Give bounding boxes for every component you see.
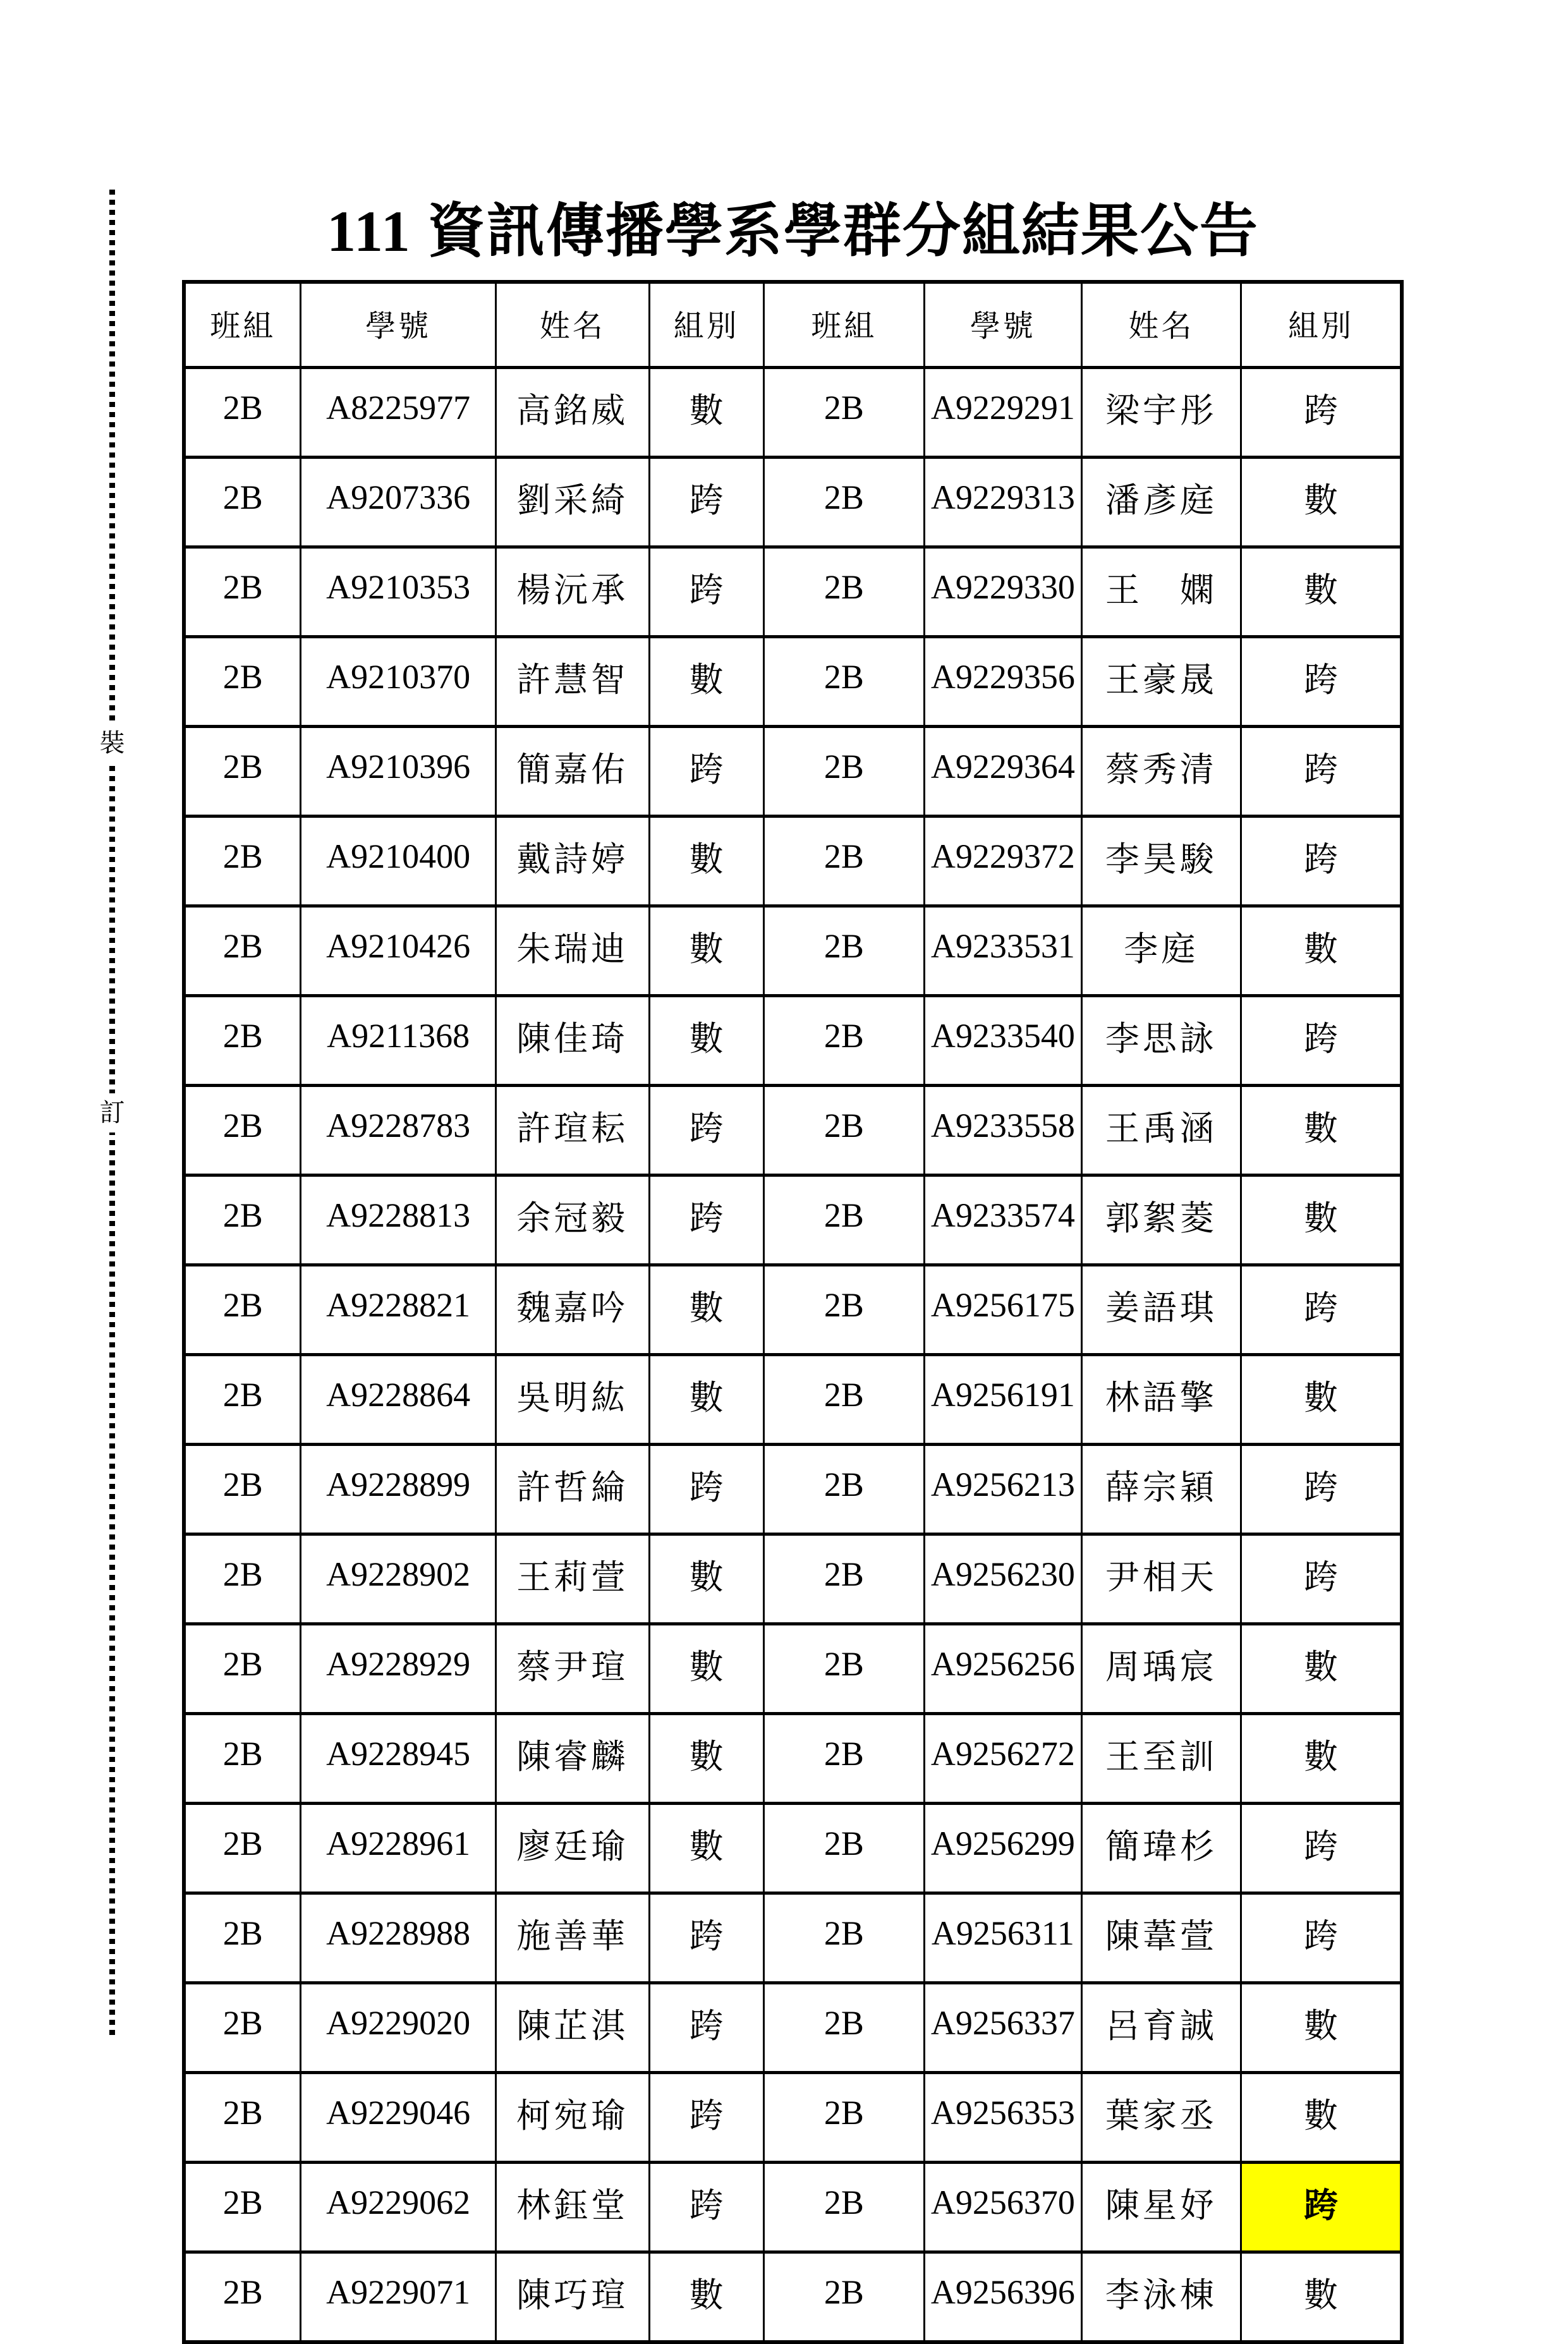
cell-group: 數 bbox=[649, 1355, 763, 1445]
cell-class-group: 2B bbox=[184, 1804, 301, 1893]
cell-name: 王 嫻 bbox=[1081, 547, 1241, 637]
cell-student-id: A9233540 bbox=[925, 996, 1082, 1086]
cell-class-group: 2B bbox=[763, 458, 924, 547]
table-row bbox=[184, 1624, 1402, 1714]
cell-class-group: 2B bbox=[763, 2163, 924, 2252]
cell-student-id: A9210400 bbox=[301, 817, 495, 906]
cell-name: 許慧智 bbox=[495, 637, 649, 727]
cell-student-id: A9256370 bbox=[925, 2163, 1082, 2252]
table-row bbox=[184, 727, 1402, 817]
cell-group: 數 bbox=[1241, 547, 1402, 637]
table-row bbox=[184, 906, 1402, 996]
cell-name: 楊沅承 bbox=[495, 547, 649, 637]
cell-name: 蔡秀清 bbox=[1081, 727, 1241, 817]
cell-group: 跨 bbox=[649, 727, 763, 817]
cell-student-id: A9256175 bbox=[925, 1265, 1082, 1355]
cell-group: 數 bbox=[649, 368, 763, 458]
cell-student-id: A9229071 bbox=[301, 2252, 495, 2343]
cell-group: 跨 bbox=[1241, 368, 1402, 458]
cell-name: 林鈺堂 bbox=[495, 2163, 649, 2252]
cell-name: 薛宗穎 bbox=[1081, 1445, 1241, 1534]
cell-class-group: 2B bbox=[184, 727, 301, 817]
cell-group: 跨 bbox=[1241, 1893, 1402, 1983]
cell-group: 數 bbox=[1241, 2252, 1402, 2343]
cell-class-group: 2B bbox=[763, 1534, 924, 1624]
cell-student-id: A9229372 bbox=[925, 817, 1082, 906]
col-header-group-right: 組別 bbox=[1241, 282, 1402, 368]
cell-class-group: 2B bbox=[184, 1265, 301, 1355]
cell-student-id: A9228929 bbox=[301, 1624, 495, 1714]
cell-group: 跨 bbox=[649, 1893, 763, 1983]
cell-group: 跨 bbox=[649, 2073, 763, 2163]
cell-class-group: 2B bbox=[763, 368, 924, 458]
cell-student-id: A9229046 bbox=[301, 2073, 495, 2163]
cell-name: 周瑀宸 bbox=[1081, 1624, 1241, 1714]
cell-name: 施善華 bbox=[495, 1893, 649, 1983]
cell-student-id: A9256191 bbox=[925, 1355, 1082, 1445]
cell-name: 劉采綺 bbox=[495, 458, 649, 547]
cell-group: 數 bbox=[1241, 1086, 1402, 1175]
cell-class-group: 2B bbox=[184, 1714, 301, 1804]
cell-student-id: A9229020 bbox=[301, 1983, 495, 2073]
cell-group: 跨 bbox=[649, 1086, 763, 1175]
cell-class-group: 2B bbox=[184, 1624, 301, 1714]
cell-group: 跨 bbox=[649, 458, 763, 547]
table-row bbox=[184, 458, 1402, 547]
cell-group: 跨 bbox=[1241, 1534, 1402, 1624]
cell-class-group: 2B bbox=[763, 1175, 924, 1265]
cell-class-group: 2B bbox=[184, 1893, 301, 1983]
cell-student-id: A9228821 bbox=[301, 1265, 495, 1355]
cell-name: 王莉萱 bbox=[495, 1534, 649, 1624]
cell-class-group: 2B bbox=[184, 547, 301, 637]
cell-student-id: A9233531 bbox=[925, 906, 1082, 996]
table-row bbox=[184, 1804, 1402, 1893]
cell-class-group: 2B bbox=[184, 1445, 301, 1534]
cell-class-group: 2B bbox=[763, 1983, 924, 2073]
table-row bbox=[184, 1355, 1402, 1445]
cell-student-id: A9210426 bbox=[301, 906, 495, 996]
cell-group: 數 bbox=[1241, 1355, 1402, 1445]
cell-name: 朱瑞迪 bbox=[495, 906, 649, 996]
cell-class-group: 2B bbox=[184, 1983, 301, 2073]
cell-group: 跨 bbox=[1241, 1804, 1402, 1893]
cell-student-id: A9228783 bbox=[301, 1086, 495, 1175]
cell-class-group: 2B bbox=[184, 996, 301, 1086]
cell-class-group: 2B bbox=[763, 996, 924, 1086]
cell-name: 陳佳琦 bbox=[495, 996, 649, 1086]
cell-group: 跨 bbox=[1241, 996, 1402, 1086]
cell-group: 數 bbox=[649, 1534, 763, 1624]
cell-class-group: 2B bbox=[184, 2073, 301, 2163]
cell-group: 跨 bbox=[1241, 727, 1402, 817]
cell-group: 數 bbox=[1241, 1714, 1402, 1804]
cell-group: 數 bbox=[1241, 1983, 1402, 2073]
cell-name: 呂育誠 bbox=[1081, 1983, 1241, 2073]
table-row bbox=[184, 1175, 1402, 1265]
cell-student-id: A9228864 bbox=[301, 1355, 495, 1445]
cell-name: 陳葦萱 bbox=[1081, 1893, 1241, 1983]
col-header-student-id-left: 學號 bbox=[301, 282, 495, 368]
cell-class-group: 2B bbox=[763, 906, 924, 996]
cell-student-id: A9256299 bbox=[925, 1804, 1082, 1893]
cell-group: 數 bbox=[649, 1265, 763, 1355]
cell-group: 跨 bbox=[649, 1175, 763, 1265]
cell-name: 陳睿麟 bbox=[495, 1714, 649, 1804]
cell-name: 簡嘉佑 bbox=[495, 727, 649, 817]
cell-name: 余冠毅 bbox=[495, 1175, 649, 1265]
cell-class-group: 2B bbox=[184, 2252, 301, 2343]
cell-group: 跨 bbox=[649, 1445, 763, 1534]
cell-name: 王豪晟 bbox=[1081, 637, 1241, 727]
cell-name: 戴詩婷 bbox=[495, 817, 649, 906]
cell-student-id: A9256337 bbox=[925, 1983, 1082, 2073]
cell-class-group: 2B bbox=[763, 1804, 924, 1893]
cell-group: 跨 bbox=[1241, 637, 1402, 727]
cell-class-group: 2B bbox=[184, 2163, 301, 2252]
cell-student-id: A9228945 bbox=[301, 1714, 495, 1804]
cell-group: 跨 bbox=[1241, 1265, 1402, 1355]
table-row bbox=[184, 2073, 1402, 2163]
cell-group: 數 bbox=[1241, 906, 1402, 996]
cell-class-group: 2B bbox=[763, 2252, 924, 2343]
col-header-name-left: 姓名 bbox=[495, 282, 649, 368]
cell-student-id: A9228902 bbox=[301, 1534, 495, 1624]
col-header-group-left: 組別 bbox=[649, 282, 763, 368]
cell-name: 葉家丞 bbox=[1081, 2073, 1241, 2163]
cell-group: 跨 bbox=[649, 1983, 763, 2073]
cell-group: 數 bbox=[649, 906, 763, 996]
table-row bbox=[184, 637, 1402, 727]
table-row bbox=[184, 996, 1402, 1086]
table-row bbox=[184, 1714, 1402, 1804]
cell-student-id: A9229291 bbox=[925, 368, 1082, 458]
cell-class-group: 2B bbox=[184, 368, 301, 458]
cell-name: 高銘威 bbox=[495, 368, 649, 458]
cell-student-id: A9228961 bbox=[301, 1804, 495, 1893]
cell-name: 簡瑋杉 bbox=[1081, 1804, 1241, 1893]
cell-class-group: 2B bbox=[763, 1445, 924, 1534]
page-title: 111 資訊傳播學系學群分組結果公告 bbox=[327, 199, 1259, 264]
cell-student-id: A9228813 bbox=[301, 1175, 495, 1265]
cell-group: 數 bbox=[649, 1714, 763, 1804]
cell-class-group: 2B bbox=[763, 1086, 924, 1175]
cell-class-group: 2B bbox=[763, 2073, 924, 2163]
cell-class-group: 2B bbox=[763, 1893, 924, 1983]
cell-name: 李泳棟 bbox=[1081, 2252, 1241, 2343]
cell-student-id: A9256230 bbox=[925, 1534, 1082, 1624]
table-row bbox=[184, 817, 1402, 906]
cell-group-highlighted: 跨 bbox=[1241, 2163, 1402, 2252]
cell-class-group: 2B bbox=[184, 1534, 301, 1624]
cell-class-group: 2B bbox=[763, 817, 924, 906]
table-row bbox=[184, 1086, 1402, 1175]
cell-group: 跨 bbox=[1241, 1445, 1402, 1534]
cell-student-id: A9256272 bbox=[925, 1714, 1082, 1804]
table-row bbox=[184, 1534, 1402, 1624]
cell-class-group: 2B bbox=[763, 637, 924, 727]
cell-student-id: A9233558 bbox=[925, 1086, 1082, 1175]
cell-student-id: A9210353 bbox=[301, 547, 495, 637]
cell-student-id: A9229062 bbox=[301, 2163, 495, 2252]
cell-group: 數 bbox=[1241, 1624, 1402, 1714]
cell-student-id: A8225977 bbox=[301, 368, 495, 458]
cell-group: 數 bbox=[649, 1804, 763, 1893]
cell-name: 廖廷瑜 bbox=[495, 1804, 649, 1893]
cell-student-id: A9228899 bbox=[301, 1445, 495, 1534]
cell-name: 陳星妤 bbox=[1081, 2163, 1241, 2252]
cell-name: 吳明紘 bbox=[495, 1355, 649, 1445]
cell-name: 柯宛瑜 bbox=[495, 2073, 649, 2163]
table-row bbox=[184, 2252, 1402, 2343]
cell-class-group: 2B bbox=[184, 458, 301, 547]
cell-group: 數 bbox=[649, 2252, 763, 2343]
cell-student-id: A9229364 bbox=[925, 727, 1082, 817]
cell-class-group: 2B bbox=[184, 1175, 301, 1265]
cell-name: 李思詠 bbox=[1081, 996, 1241, 1086]
cell-student-id: A9210396 bbox=[301, 727, 495, 817]
cell-class-group: 2B bbox=[763, 1624, 924, 1714]
cell-student-id: A9228988 bbox=[301, 1893, 495, 1983]
cell-student-id: A9256256 bbox=[925, 1624, 1082, 1714]
cell-class-group: 2B bbox=[763, 1714, 924, 1804]
cell-group: 數 bbox=[649, 637, 763, 727]
table-row bbox=[184, 547, 1402, 637]
binding-mark-zhuang: 裝 bbox=[99, 724, 126, 763]
binding-mark-ding: 訂 bbox=[99, 1093, 126, 1133]
table-row bbox=[184, 2163, 1402, 2252]
cell-student-id: A9211368 bbox=[301, 996, 495, 1086]
table-row bbox=[184, 368, 1402, 458]
col-header-class-group-right: 班組 bbox=[763, 282, 924, 368]
cell-name: 梁宇彤 bbox=[1081, 368, 1241, 458]
table-row bbox=[184, 1265, 1402, 1355]
cell-group: 數 bbox=[1241, 1175, 1402, 1265]
cell-group: 數 bbox=[649, 817, 763, 906]
cell-group: 數 bbox=[1241, 2073, 1402, 2163]
cell-name: 王禹涵 bbox=[1081, 1086, 1241, 1175]
cell-group: 跨 bbox=[649, 547, 763, 637]
header-row bbox=[184, 282, 1402, 368]
cell-class-group: 2B bbox=[184, 1086, 301, 1175]
cell-name: 郭絮菱 bbox=[1081, 1175, 1241, 1265]
cell-group: 數 bbox=[649, 1624, 763, 1714]
cell-name: 姜語琪 bbox=[1081, 1265, 1241, 1355]
cell-student-id: A9229330 bbox=[925, 547, 1082, 637]
table-row bbox=[184, 1983, 1402, 2073]
cell-class-group: 2B bbox=[763, 727, 924, 817]
cell-group: 數 bbox=[1241, 458, 1402, 547]
cell-name: 許瑄耘 bbox=[495, 1086, 649, 1175]
binding-margin-dashed-line bbox=[99, 190, 125, 2035]
col-header-name-right: 姓名 bbox=[1081, 282, 1241, 368]
cell-class-group: 2B bbox=[763, 547, 924, 637]
cell-name: 李昊駿 bbox=[1081, 817, 1241, 906]
cell-name: 陳芷淇 bbox=[495, 1983, 649, 2073]
cell-student-id: A9256311 bbox=[925, 1893, 1082, 1983]
cell-student-id: A9207336 bbox=[301, 458, 495, 547]
cell-name: 許哲綸 bbox=[495, 1445, 649, 1534]
cell-student-id: A9256353 bbox=[925, 2073, 1082, 2163]
cell-name: 魏嘉吟 bbox=[495, 1265, 649, 1355]
cell-name: 林語擎 bbox=[1081, 1355, 1241, 1445]
cell-class-group: 2B bbox=[184, 817, 301, 906]
cell-group: 數 bbox=[649, 996, 763, 1086]
results-table bbox=[182, 280, 1404, 2344]
cell-student-id: A9256396 bbox=[925, 2252, 1082, 2343]
cell-student-id: A9256213 bbox=[925, 1445, 1082, 1534]
cell-class-group: 2B bbox=[184, 906, 301, 996]
cell-name: 李庭 bbox=[1081, 906, 1241, 996]
table-row bbox=[184, 1893, 1402, 1983]
cell-student-id: A9229356 bbox=[925, 637, 1082, 727]
cell-group: 跨 bbox=[649, 2163, 763, 2252]
cell-name: 潘彥庭 bbox=[1081, 458, 1241, 547]
cell-student-id: A9229313 bbox=[925, 458, 1082, 547]
cell-group: 跨 bbox=[1241, 817, 1402, 906]
cell-student-id: A9210370 bbox=[301, 637, 495, 727]
cell-class-group: 2B bbox=[184, 637, 301, 727]
cell-class-group: 2B bbox=[763, 1355, 924, 1445]
col-header-class-group-left: 班組 bbox=[184, 282, 301, 368]
table-row bbox=[184, 1445, 1402, 1534]
col-header-student-id-right: 學號 bbox=[925, 282, 1082, 368]
cell-class-group: 2B bbox=[763, 1265, 924, 1355]
cell-student-id: A9233574 bbox=[925, 1175, 1082, 1265]
cell-name: 陳巧瑄 bbox=[495, 2252, 649, 2343]
cell-name: 王至訓 bbox=[1081, 1714, 1241, 1804]
cell-name: 蔡尹瑄 bbox=[495, 1624, 649, 1714]
cell-name: 尹相天 bbox=[1081, 1534, 1241, 1624]
cell-class-group: 2B bbox=[184, 1355, 301, 1445]
